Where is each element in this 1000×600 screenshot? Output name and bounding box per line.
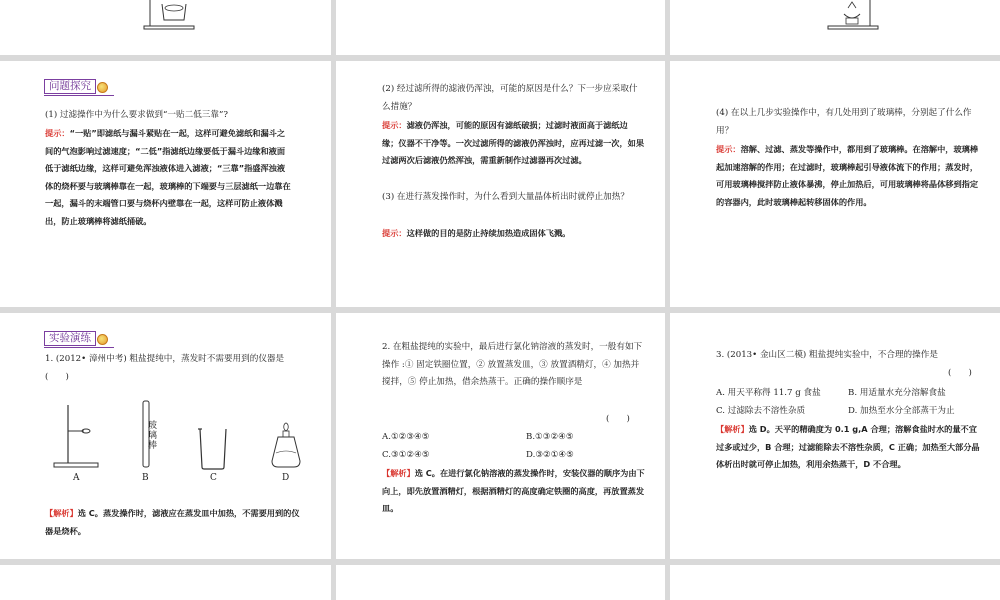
slide-inquiry-2	[336, 61, 665, 307]
option-label-b: B	[142, 473, 149, 483]
hint-4-block	[716, 141, 980, 211]
badge-sun-icon	[97, 334, 108, 345]
option-label-d: D	[282, 473, 290, 483]
slide-inquiry-3	[670, 61, 1000, 307]
solution-text: 选 D。天平的精确度为 0.1 g,A 合理；溶解食盐时水的量不宜过多或过少，B 合理；过滤能除去不溶性杂质，C 正确；加热至大部分晶体析出时就可停止加热，利用余热蒸干，D 不合理。	[716, 424, 980, 470]
question-text: 1. (2012• 漳州中考) 粗盐提纯中，蒸发时不需要用到的仪器是( )	[45, 354, 285, 382]
hint-3-label: 提示：	[382, 228, 407, 238]
hint-label: 提示：	[45, 128, 70, 138]
question-text: 3. (2013• 金山区二模) 粗盐提纯实验中，不合理的操作是	[716, 350, 938, 360]
hint-block	[45, 125, 293, 231]
answer-paren: ( )	[606, 414, 630, 424]
hint-4-text: 溶解、过滤、蒸发等操作中，都用到了玻璃棒。在溶解中，玻璃棒起加速溶解的作用；在过滤时，玻璃棒起引导液体流下的作用；蒸发时，可用玻璃棒搅拌防止液体暴沸，停止加热后，可用玻璃棒将晶体移到指定的容器内，此时玻璃棒起转移固体的作用。	[716, 144, 979, 207]
slide-inquiry	[0, 61, 331, 307]
slide-top-right	[670, 0, 1000, 55]
iron-stand-icon	[52, 401, 102, 471]
slide-bottom-left	[0, 565, 331, 600]
solution-label: 【解析】	[716, 424, 749, 434]
hint-2-text: 滤液仍浑浊，可能的原因有滤纸破损；过滤时液面高于滤纸边缘；仪器不干净等。一次过滤所得的滤液仍浑浊时，应再过滤一次，如果过滤两次后滤液仍然浑浊，需重新制作过滤器再次过滤。	[382, 120, 645, 166]
badge-sun-icon	[97, 82, 108, 93]
option-a[interactable]: A. 用天平称得 11.7 g 食盐	[716, 388, 821, 398]
slide-top-middle	[336, 0, 665, 55]
option-b[interactable]: B.①③②④⑤	[526, 432, 574, 442]
option-c[interactable]: C. 过滤除去不溶性杂质	[716, 406, 806, 416]
option-b[interactable]: B. 用适量水充分溶解食盐	[848, 388, 946, 398]
hint-4-label: 提示：	[716, 144, 741, 154]
solution-block	[716, 421, 982, 474]
option-label-a: A	[73, 473, 80, 483]
question-2-text: (2) 经过滤所得的滤液仍浑浊，可能的原因是什么？下一步应采取什么措施？	[382, 84, 638, 112]
alcohol-lamp-icon	[266, 421, 306, 471]
solution-label: 【解析】	[382, 468, 415, 478]
question-3-text: (3) 在进行蒸发操作时，为什么看到大量晶体析出时就停止加热？	[382, 192, 629, 202]
filtration-apparatus-icon	[140, 0, 200, 30]
badge-underline	[44, 95, 114, 96]
solution-block	[45, 505, 307, 540]
section-badge: 实验演练	[44, 331, 96, 346]
slide-bottom-middle	[336, 565, 665, 600]
hint-2-label: 提示：	[382, 120, 407, 130]
solution-block	[382, 465, 646, 518]
hint-text: “一贴”即滤纸与漏斗紧贴在一起，这样可避免滤纸和漏斗之间的气泡影响过滤速度；“二低”指滤纸边缘要低于漏斗边缘和液面低于滤纸边缘，这样可避免浑浊液体进入滤液；“三靠”指盛浑浊液体的烧杯要与玻璃棒靠在一起，玻璃棒的下端要与三层滤纸一边靠在一起，漏斗的末端管口要与烧杯内壁靠在一起，这样可防止液体溅出，防止玻璃棒将滤纸捅破。	[45, 128, 291, 226]
evaporation-apparatus-icon	[822, 0, 882, 30]
section-badge: 问题探究	[44, 79, 96, 94]
option-c[interactable]: C.③①②④⑤	[382, 450, 430, 460]
slide-practice-2	[336, 313, 665, 559]
badge-underline	[44, 347, 114, 348]
question-text: (1) 过滤操作中为什么要求做到“一贴二低三靠”?	[45, 110, 228, 120]
hint-3-text: 这样做的目的是防止持续加热造成固体飞溅。	[406, 228, 571, 238]
hint-2-block	[382, 117, 644, 170]
beaker-icon	[196, 425, 230, 471]
option-d[interactable]: D.③②①④⑤	[526, 450, 574, 460]
question-text: 2. 在粗盐提纯的实验中，最后进行氯化钠溶液的蒸发时，一般有如下操作 :① 固定铁圈位置，② 放置蒸发皿，③ 放置酒精灯，④ 加热并搅拌，⑤ 停止加热，借余热蒸干。正确的操作顺序是	[382, 342, 643, 388]
slide-top-left	[0, 0, 331, 55]
solution-text: 选 C。蒸发操作时，滤液应在蒸发皿中加热，不需要用到的仪器是烧杯。	[45, 508, 300, 536]
option-d[interactable]: D. 加热至水分全部蒸干为止	[848, 406, 955, 416]
slide-bottom-right	[670, 565, 1000, 600]
slide-practice-3	[670, 313, 1000, 559]
slide-practice-1	[0, 313, 331, 559]
option-a[interactable]: A.①②③④⑤	[382, 432, 430, 442]
option-label-c: C	[210, 473, 217, 483]
solution-text: 选 C。在进行氯化钠溶液的蒸发操作时，安装仪器的顺序为由下向上，即先放置酒精灯，根据酒精灯的高度确定铁圈的高度，再放置蒸发皿。	[382, 468, 645, 514]
question-4-text: (4) 在以上几步实验操作中，有几处用到了玻璃棒，分别起了什么作用？	[716, 108, 972, 136]
glass-rod-label: 玻璃棒	[148, 421, 158, 451]
hint-3-block	[382, 225, 644, 243]
answer-paren: ( )	[948, 368, 972, 378]
solution-label: 【解析】	[45, 508, 78, 518]
